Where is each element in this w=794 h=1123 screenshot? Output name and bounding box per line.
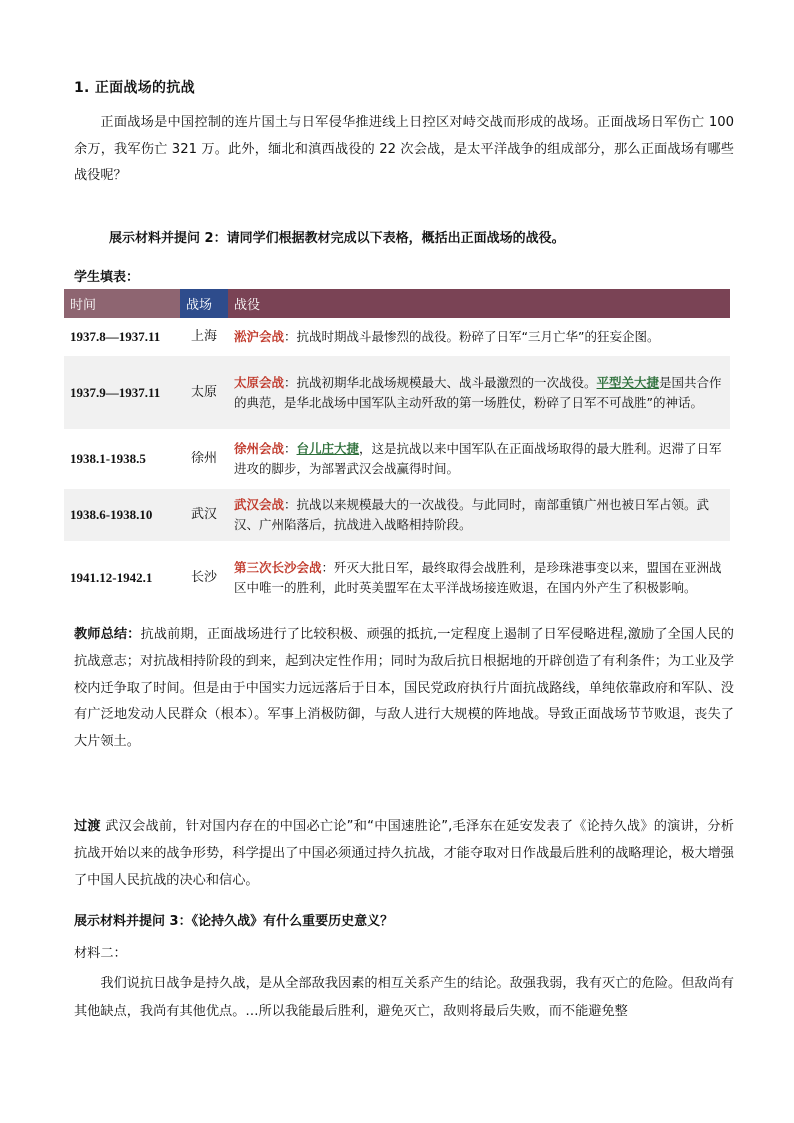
row-place: 徐州 [190,451,217,466]
battle-name: 第三次长沙会战 [234,560,322,575]
battle-name: 徐州会战 [234,441,285,456]
battle-desc: ：抗战以来规模最大的一次战役。与此同时，南部重镇广州也被日军占领。武汉、广州陷落后，抗战进入战略相持阶段。 [234,497,710,532]
battle-desc-cont: 是国共合作的典范，是华北战场中国军队主动歼敌的第一场胜仗，粉碎了日军不可战胜”的神话。 [234,374,722,410]
row-battle [228,541,730,615]
question-3: 展示材料并提问 3：《论持久战》有什么重要历史意义？ [74,914,394,929]
battle-desc: ：抗战初期华北战场规模最大、战斗最激烈的一次战役。 [284,374,597,390]
row-time: 1941.12-1942.1 [70,570,153,585]
battle-desc: ：歼灭大批日军，最终取得会战胜利，是珍珠港事变以来，盟国在亚洲战区中唯一的胜利，此时英美盟军在太平洋战场接连败退，在国内外产生了积极影响。 [234,560,722,595]
material2-text: 我们说抗日战争是持久战，是从全部敌我因素的相互关系产生的结论。敌强我弱，我有灭亡的危险。但敌尚有其他缺点，我尚有其他优点。…所以我能最后胜利，避免灭亡，敌则将最后失败，而不能避免整 [74,976,734,1019]
row-time: 1937.9—1937.11 [64,356,180,429]
battles-table [64,289,730,615]
question-2: 展示材料并提问 2：请同学们根据教材完成以下表格，概括出正面战场的战役。 [109,231,565,246]
transition-label: 过渡 [74,819,101,834]
header-time: 时间 [64,289,180,318]
battle-highlight: 台儿庄大捷 [296,441,360,456]
battle-desc: ： [284,441,297,456]
material2-label: 材料二： [74,946,127,961]
row-time: 1938.1-1938.5 [70,451,146,466]
transition-text: 武汉会战前，针对国内存在的中国必亡论”和“中国速胜论”,毛泽东在延安发表了《论持久战》的演讲，分析抗战开始以来的战争形势，科学提出了中国必须通过持久抗战，才能夺取对日作战最后胜利的战略理论，极大增强了中国人民抗战的决心和信心。 [74,819,734,888]
table-row [64,429,730,489]
battle-desc-cont: ，这是抗战以来中国军队在正面战场取得的最大胜利。迟滞了日军进攻的脚步，为部署武汉会战赢得时间。 [234,441,722,476]
battle-desc: ：抗战时期战斗最惨烈的战役。粉碎了日军“三月亡华”的狂妄企图。 [284,329,660,344]
row-battle [228,318,730,356]
row-battle [228,356,730,429]
battle-name: 武汉会战 [234,497,285,512]
table-header-row [64,289,730,318]
row-place: 武汉 [180,489,228,541]
table-row [64,356,730,429]
table-row [64,489,730,541]
battle-name: 淞沪会战 [234,329,285,344]
battle-highlight: 平型关大捷 [596,374,660,390]
section-title: 1. 正面战场的抗战 [74,80,195,96]
teacher-summary [74,622,734,756]
row-battle [228,429,730,489]
row-time: 1937.8—1937.11 [70,329,161,344]
student-table-label: 学生填表： [74,270,140,285]
row-place: 上海 [190,329,217,344]
teacher-text: 抗战前期，正面战场进行了比较积极、顽强的抵抗,一定程度上遏制了日军侵略进程,激励了全国人民的抗战意志；对抗战相持阶段的到来，起到决定性作用；同时为敌后抗日根据地的开辟创造了有利条件；为工业及学校内迁争取了时间。但是由于中国实力远远落后于日本，国民党政府执行片面抗战路线，单纯依靠政府和军队、没有广泛地发动人民群众（根本）。军事上消极防御，与敌人进行大规模的阵地战。导致正面战场节节败退，丧失了大片领土。 [74,627,734,750]
table-row [64,541,730,615]
header-battle: 战役 [228,289,730,318]
row-place: 太原 [180,356,228,429]
table-row [64,318,730,356]
row-time: 1938.6-1938.10 [64,489,180,541]
row-battle [228,489,730,541]
battle-name: 太原会战 [234,374,285,390]
header-place: 战场 [180,289,228,318]
teacher-label: 教师总结： [74,627,141,642]
transition-paragraph [74,814,734,894]
row-place: 长沙 [190,570,217,585]
intro-paragraph: 正面战场是中国控制的连片国土与日军侵华推进线上日控区对峙交战而形成的战场。正面战场日军伤亡 100 余万，我军伤亡 321 万。此外，缅北和滇西战役的 22 次会战，是太平洋战争的组成部分，那么正面战场有哪些战役呢？ [74,115,734,183]
